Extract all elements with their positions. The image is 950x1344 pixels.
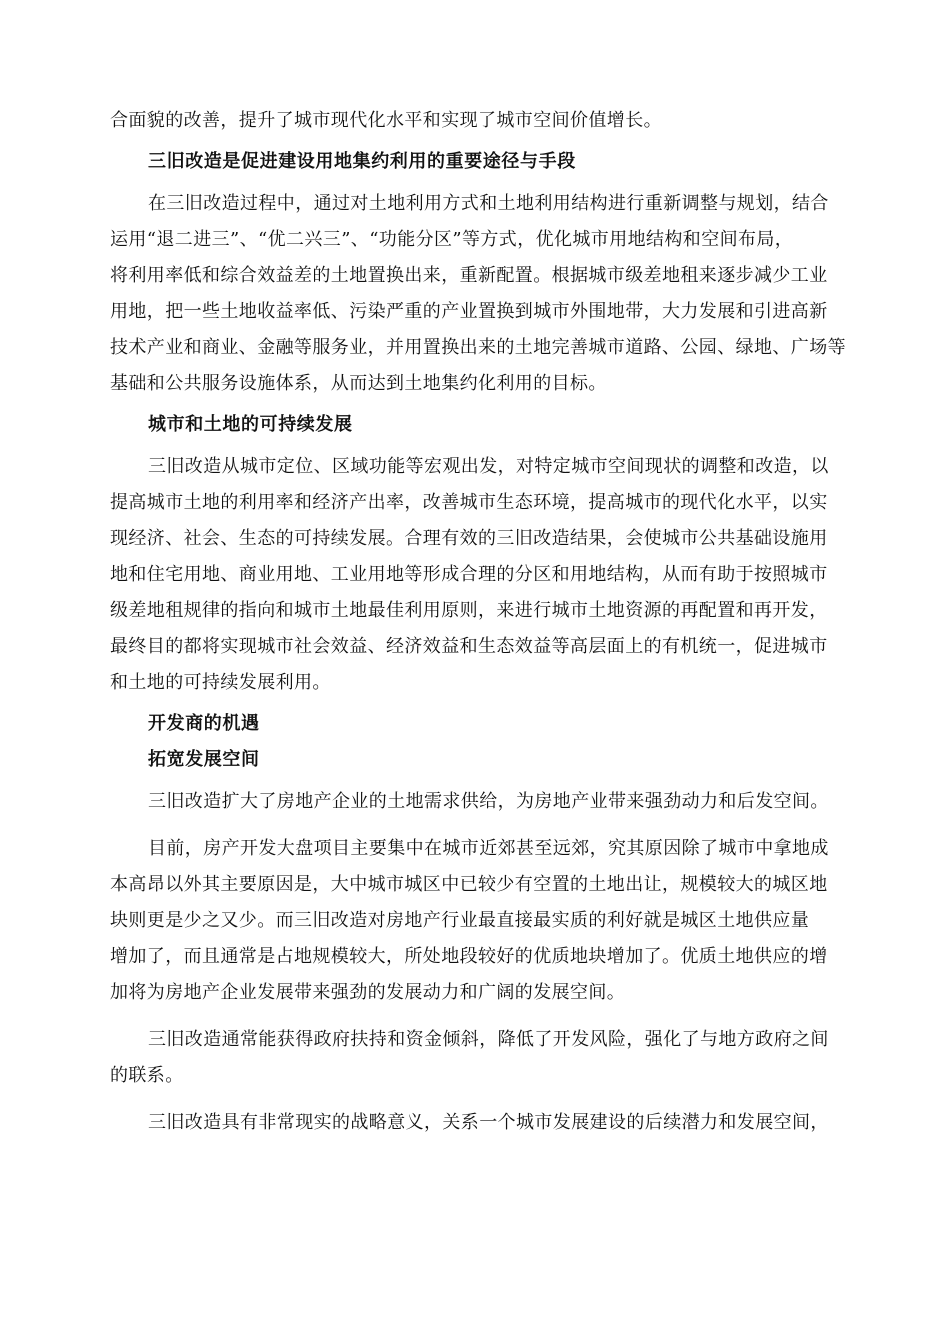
section-heading: 三旧改造是促进建设用地集约利用的重要途径与手段 (148, 151, 576, 172)
body-text-line: 和土地的可持续发展利用。 (110, 672, 331, 693)
document-page (110, 103, 852, 1141)
body-text-line: 三旧改造通常能获得政府扶持和资金倾斜，降低了开发风险，强化了与地方政府之间 (148, 1029, 829, 1050)
body-text-line: 地和住宅用地、商业用地、工业用地等形成合理的分区和用地结构，从而有助于按照城市 (110, 564, 828, 585)
body-text-line: 加将为房地产企业发展带来强劲的发展动力和广阔的发展空间。 (110, 982, 626, 1003)
body-text-line: 在三旧改造过程中，通过对土地利用方式和土地利用结构进行重新调整与规划，结合 (148, 193, 829, 214)
body-text-line: 将利用率低和综合效益差的土地置换出来，重新配置。根据城市级差地租来逐步减少工业 (110, 265, 828, 286)
body-text-line: 最终目的都将实现城市社会效益、经济效益和生态效益等高层面上的有机统一，促进城市 (110, 636, 828, 657)
body-text-line: 目前，房产开发大盘项目主要集中在城市近郊甚至远郊，究其原因除了城市中拿地成 (148, 838, 829, 859)
body-text-line: 运用“退二进三”、“优二兴三”、“功能分区”等方式，优化城市用地结构和空间布局， (110, 229, 794, 250)
section-heading: 开发商的机遇 (148, 713, 260, 734)
body-text-line: 级差地租规律的指向和城市土地最佳利用原则，来进行城市土地资源的再配置和再开发， (110, 600, 828, 621)
body-text-line: 增加了，而且通常是占地规模较大，所处地段较好的优质地块增加了。优质土地供应的增 (110, 946, 828, 967)
section-heading: 拓宽发展空间 (148, 749, 260, 770)
body-text-line: 本高昂以外其主要原因是，大中城市城区中已较少有空置的土地出让，规模较大的城区地 (110, 874, 828, 895)
body-text-line: 的联系。 (110, 1065, 184, 1086)
body-text-line: 三旧改造扩大了房地产企业的土地需求供给，为房地产业带来强劲动力和后发空间。 (148, 791, 829, 812)
body-text-line: 三旧改造具有非常现实的战略意义，关系一个城市发展建设的后续潜力和发展空间， (148, 1112, 829, 1133)
body-text-line: 技术产业和商业、金融等服务业，并用置换出来的土地完善城市道路、公园、绿地、广场等 (110, 337, 846, 358)
body-text-line: 提高城市土地的利用率和经济产出率，改善城市生态环境，提高城市的现代化水平，以实 (110, 492, 828, 513)
body-text-line: 三旧改造从城市定位、区域功能等宏观出发，对特定城市空间现状的调整和改造，以 (148, 456, 829, 477)
body-text-line: 用地，把一些土地收益率低、污染严重的产业置换到城市外围地带，大力发展和引进高新 (110, 301, 828, 322)
section-heading: 城市和土地的可持续发展 (148, 414, 353, 435)
body-text-line: 合面貌的改善，提升了城市现代化水平和实现了城市空间价值增长。 (110, 110, 662, 131)
body-text-line: 基础和公共服务设施体系，从而达到土地集约化利用的目标。 (110, 373, 607, 394)
body-text-line: 块则更是少之又少。而三旧改造对房地产行业最直接最实质的利好就是城区土地供应量 (110, 910, 810, 931)
body-text-line: 现经济、社会、生态的可持续发展。合理有效的三旧改造结果，会使城市公共基础设施用 (110, 528, 828, 549)
